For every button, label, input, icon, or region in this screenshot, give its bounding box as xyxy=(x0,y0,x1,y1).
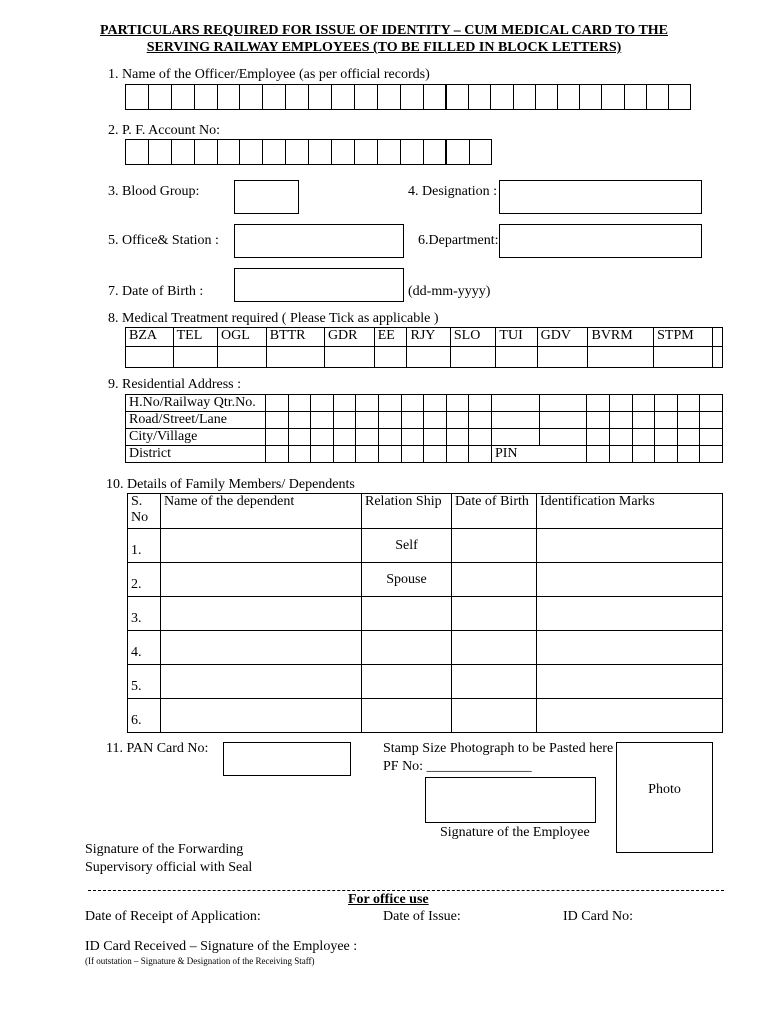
q2-label: 2. P. F. Account No: xyxy=(108,123,221,138)
char-box[interactable] xyxy=(285,84,309,110)
address-char-box[interactable] xyxy=(378,429,401,446)
row-marks-cell[interactable] xyxy=(537,665,723,699)
address-char-box[interactable] xyxy=(356,446,379,463)
division-tick-cell[interactable] xyxy=(588,347,654,368)
address-char-box[interactable] xyxy=(333,429,356,446)
char-box[interactable] xyxy=(446,139,470,165)
division-label: TUI xyxy=(496,328,537,347)
char-box[interactable] xyxy=(331,139,355,165)
stamp-instruction: Stamp Size Photograph to be Pasted here xyxy=(383,741,614,756)
row-marks-cell[interactable] xyxy=(537,563,723,597)
name-char-boxes-2[interactable] xyxy=(446,84,690,110)
row-sno: 2. xyxy=(128,563,161,597)
char-box[interactable] xyxy=(354,84,378,110)
char-box[interactable] xyxy=(217,84,241,110)
address-char-box[interactable] xyxy=(356,429,379,446)
office-station-field[interactable] xyxy=(234,224,404,258)
char-box[interactable] xyxy=(400,139,424,165)
address-row-label: Road/Street/Lane xyxy=(126,412,266,429)
designation-field[interactable] xyxy=(499,180,702,214)
row-dob-cell[interactable] xyxy=(452,631,537,665)
address-char-box[interactable] xyxy=(446,446,469,463)
address-char-box[interactable] xyxy=(632,395,655,412)
char-box[interactable] xyxy=(446,84,469,110)
address-char-box[interactable] xyxy=(288,429,311,446)
char-box[interactable] xyxy=(125,139,149,165)
char-box[interactable] xyxy=(308,139,332,165)
address-char-box[interactable] xyxy=(266,446,289,463)
address-row-label: City/Village xyxy=(126,429,266,446)
pin-char-box[interactable] xyxy=(587,446,610,463)
family-row xyxy=(128,699,723,733)
address-char-box[interactable] xyxy=(469,395,492,412)
cut-line xyxy=(88,890,724,891)
pf-char-boxes[interactable] xyxy=(125,139,445,165)
division-tick-cell[interactable] xyxy=(496,347,537,368)
pin-char-box[interactable] xyxy=(677,446,700,463)
address-char-box[interactable] xyxy=(700,429,723,446)
employee-signature-label: Signature of the Employee xyxy=(440,825,590,840)
q6-label: 6.Department: xyxy=(418,233,499,248)
address-char-box[interactable] xyxy=(311,412,334,429)
address-char-box[interactable] xyxy=(469,412,492,429)
address-char-box[interactable] xyxy=(609,412,632,429)
division-tick-cell[interactable] xyxy=(537,347,588,368)
char-box[interactable] xyxy=(423,139,447,165)
address-char-box[interactable] xyxy=(469,446,492,463)
q5-label: 5. Office& Station : xyxy=(108,233,219,248)
char-box[interactable] xyxy=(148,139,172,165)
address-char-box[interactable] xyxy=(311,429,334,446)
dob-format-hint: (dd-mm-yyyy) xyxy=(408,284,491,299)
division-spare xyxy=(713,328,723,347)
division-label: GDR xyxy=(324,328,374,347)
address-char-box[interactable] xyxy=(677,429,700,446)
address-char-box[interactable] xyxy=(288,395,311,412)
address-char-box[interactable] xyxy=(424,446,447,463)
address-char-box[interactable] xyxy=(609,395,632,412)
row-relation[interactable] xyxy=(362,597,452,631)
pin-char-box[interactable] xyxy=(632,446,655,463)
address-char-box[interactable] xyxy=(378,412,401,429)
family-row xyxy=(128,597,723,631)
pf-char-boxes-2[interactable] xyxy=(446,139,491,165)
address-char-box[interactable] xyxy=(539,429,587,446)
division-tick-cell[interactable] xyxy=(126,347,174,368)
address-char-box[interactable] xyxy=(401,446,424,463)
char-box[interactable] xyxy=(668,84,691,110)
division-tick-cell[interactable] xyxy=(407,347,450,368)
q4-label: 4. Designation : xyxy=(408,184,498,199)
header-sno: S. No xyxy=(128,494,161,529)
division-label: BTTR xyxy=(266,328,324,347)
address-char-box[interactable] xyxy=(446,412,469,429)
char-box[interactable] xyxy=(400,84,424,110)
division-label: GDV xyxy=(537,328,588,347)
address-char-box[interactable] xyxy=(700,395,723,412)
address-char-box[interactable] xyxy=(401,395,424,412)
family-row xyxy=(128,529,723,563)
row-name-cell[interactable] xyxy=(161,631,362,665)
char-box[interactable] xyxy=(171,84,195,110)
char-box[interactable] xyxy=(285,139,309,165)
address-char-box[interactable] xyxy=(288,412,311,429)
family-row xyxy=(128,563,723,597)
row-dob-cell[interactable] xyxy=(452,529,537,563)
pin-char-box[interactable] xyxy=(700,446,723,463)
pan-field[interactable] xyxy=(223,742,351,776)
form-title-line2: SERVING RAILWAY EMPLOYEES (TO BE FILLED IN BLOCK LETTERS) xyxy=(146,40,622,55)
photo-label: Photo xyxy=(648,782,681,797)
pin-label: PIN xyxy=(491,446,586,463)
address-char-box[interactable] xyxy=(587,429,610,446)
char-box[interactable] xyxy=(239,139,263,165)
address-char-box[interactable] xyxy=(401,429,424,446)
char-box[interactable] xyxy=(148,84,172,110)
dob-field[interactable] xyxy=(234,268,404,302)
pf-no-line: PF No: _______________ xyxy=(383,759,532,774)
division-tick-cell[interactable] xyxy=(218,347,267,368)
char-box[interactable] xyxy=(125,84,149,110)
row-relation[interactable] xyxy=(362,699,452,733)
q11-label: 11. PAN Card No: xyxy=(106,741,209,756)
char-box[interactable] xyxy=(601,84,624,110)
address-char-box[interactable] xyxy=(609,429,632,446)
division-label: SLO xyxy=(450,328,496,347)
header-relation: Relation Ship xyxy=(362,494,452,529)
address-char-box[interactable] xyxy=(424,412,447,429)
char-box[interactable] xyxy=(331,84,355,110)
division-label: EE xyxy=(374,328,407,347)
char-box[interactable] xyxy=(490,84,513,110)
address-char-box[interactable] xyxy=(266,412,289,429)
row-sno: 1. xyxy=(128,529,161,563)
header-marks: Identification Marks xyxy=(537,494,723,529)
address-char-box[interactable] xyxy=(424,395,447,412)
row-sno: 6. xyxy=(128,699,161,733)
char-box[interactable] xyxy=(646,84,669,110)
blood-group-field[interactable] xyxy=(234,180,299,214)
address-row-label: District xyxy=(126,446,266,463)
division-tick-cell[interactable] xyxy=(654,347,713,368)
char-box[interactable] xyxy=(171,139,195,165)
address-char-box[interactable] xyxy=(632,412,655,429)
row-sno: 5. xyxy=(128,665,161,699)
char-box[interactable] xyxy=(262,84,286,110)
row-marks-cell[interactable] xyxy=(537,699,723,733)
q8-label: 8. Medical Treatment required ( Please Tick as applicable ) xyxy=(108,311,439,326)
pin-char-box[interactable] xyxy=(655,446,678,463)
char-box[interactable] xyxy=(535,84,558,110)
address-row xyxy=(126,395,723,412)
address-char-box[interactable] xyxy=(266,429,289,446)
issue-date-label: Date of Issue: xyxy=(383,909,461,924)
address-char-box[interactable] xyxy=(266,395,289,412)
address-char-box[interactable] xyxy=(424,429,447,446)
forwarding-line1: Signature of the Forwarding xyxy=(85,842,244,857)
char-box[interactable] xyxy=(262,139,286,165)
receipt-date-label: Date of Receipt of Application: xyxy=(85,909,261,924)
char-box[interactable] xyxy=(308,84,332,110)
division-label: STPM xyxy=(654,328,713,347)
family-table xyxy=(127,493,723,733)
address-row xyxy=(126,429,723,446)
header-dob: Date of Birth xyxy=(452,494,537,529)
outstation-note: (If outstation – Signature & Designation of the Receiving Staff) xyxy=(85,956,315,966)
pin-char-box[interactable] xyxy=(609,446,632,463)
family-header-row xyxy=(128,494,723,529)
char-box[interactable] xyxy=(377,84,401,110)
char-box[interactable] xyxy=(579,84,602,110)
char-box[interactable] xyxy=(513,84,536,110)
division-label: TEL xyxy=(173,328,217,347)
row-dob-cell[interactable] xyxy=(452,597,537,631)
row-dob-cell[interactable] xyxy=(452,665,537,699)
q10-label: 10. Details of Family Members/ Dependents xyxy=(106,477,355,492)
family-row xyxy=(128,631,723,665)
char-box[interactable] xyxy=(217,139,241,165)
address-row xyxy=(126,446,723,463)
forwarding-line2: Supervisory official with Seal xyxy=(85,860,253,875)
address-char-box[interactable] xyxy=(491,395,539,412)
address-char-box[interactable] xyxy=(333,395,356,412)
row-relation[interactable] xyxy=(362,665,452,699)
address-char-box[interactable] xyxy=(491,412,539,429)
q7-label: 7. Date of Birth : xyxy=(108,284,204,299)
char-box[interactable] xyxy=(239,84,263,110)
division-label: BZA xyxy=(126,328,174,347)
address-char-box[interactable] xyxy=(700,412,723,429)
char-box[interactable] xyxy=(624,84,647,110)
address-char-box[interactable] xyxy=(446,429,469,446)
row-name-cell[interactable] xyxy=(161,699,362,733)
photo-box[interactable] xyxy=(616,742,713,853)
row-dob-cell[interactable] xyxy=(452,699,537,733)
row-sno: 3. xyxy=(128,597,161,631)
address-char-box[interactable] xyxy=(311,446,334,463)
address-char-box[interactable] xyxy=(378,446,401,463)
division-tick-cell[interactable] xyxy=(324,347,374,368)
char-box[interactable] xyxy=(194,139,218,165)
char-box[interactable] xyxy=(423,84,447,110)
address-char-box[interactable] xyxy=(401,412,424,429)
employee-signature-box[interactable] xyxy=(425,777,596,823)
form-title-line1: PARTICULARS REQUIRED FOR ISSUE OF IDENTITY – CUM MEDICAL CARD TO THE xyxy=(99,23,669,38)
address-table xyxy=(125,394,723,463)
row-name-cell[interactable] xyxy=(161,665,362,699)
address-char-box[interactable] xyxy=(539,412,587,429)
division-spare-tick[interactable] xyxy=(713,347,723,368)
address-char-box[interactable] xyxy=(333,446,356,463)
row-dob-cell[interactable] xyxy=(452,563,537,597)
address-row-label: H.No/Railway Qtr.No. xyxy=(126,395,266,412)
row-relation[interactable]: Self xyxy=(362,529,452,563)
address-char-box[interactable] xyxy=(446,395,469,412)
department-field[interactable] xyxy=(499,224,702,258)
address-char-box[interactable] xyxy=(378,395,401,412)
address-char-box[interactable] xyxy=(677,412,700,429)
row-relation[interactable] xyxy=(362,631,452,665)
address-char-box[interactable] xyxy=(288,446,311,463)
char-box[interactable] xyxy=(557,84,580,110)
char-box[interactable] xyxy=(377,139,401,165)
address-char-box[interactable] xyxy=(311,395,334,412)
medical-division-table xyxy=(125,327,723,368)
header-name: Name of the dependent xyxy=(161,494,362,529)
card-received-label: ID Card Received – Signature of the Employee : xyxy=(85,939,358,954)
row-name-cell[interactable] xyxy=(161,529,362,563)
q1-label: 1. Name of the Officer/Employee (as per official records) xyxy=(108,67,430,82)
division-tick-cell[interactable] xyxy=(173,347,217,368)
row-name-cell[interactable] xyxy=(161,563,362,597)
card-no-label: ID Card No: xyxy=(563,909,633,924)
char-box[interactable] xyxy=(354,139,378,165)
address-char-box[interactable] xyxy=(491,429,539,446)
address-char-box[interactable] xyxy=(587,395,610,412)
address-char-box[interactable] xyxy=(655,429,678,446)
row-relation[interactable]: Spouse xyxy=(362,563,452,597)
char-box[interactable] xyxy=(468,84,491,110)
division-tick-cell[interactable] xyxy=(266,347,324,368)
char-box[interactable] xyxy=(469,139,493,165)
address-char-box[interactable] xyxy=(539,395,587,412)
division-label: OGL xyxy=(218,328,267,347)
division-label: RJY xyxy=(407,328,450,347)
office-use-heading: For office use xyxy=(348,892,429,907)
name-char-boxes[interactable] xyxy=(125,84,445,110)
family-row xyxy=(128,665,723,699)
address-char-box[interactable] xyxy=(587,412,610,429)
row-name-cell[interactable] xyxy=(161,597,362,631)
division-tick-cell[interactable] xyxy=(374,347,407,368)
address-char-box[interactable] xyxy=(655,412,678,429)
address-char-box[interactable] xyxy=(469,429,492,446)
address-char-box[interactable] xyxy=(677,395,700,412)
address-row xyxy=(126,412,723,429)
address-char-box[interactable] xyxy=(356,412,379,429)
address-char-box[interactable] xyxy=(632,429,655,446)
row-sno: 4. xyxy=(128,631,161,665)
char-box[interactable] xyxy=(194,84,218,110)
address-char-box[interactable] xyxy=(333,412,356,429)
q9-label: 9. Residential Address : xyxy=(108,377,241,392)
division-label: BVRM xyxy=(588,328,654,347)
row-marks-cell[interactable] xyxy=(537,597,723,631)
address-char-box[interactable] xyxy=(655,395,678,412)
q3-label: 3. Blood Group: xyxy=(108,184,200,199)
division-tick-cell[interactable] xyxy=(450,347,496,368)
row-marks-cell[interactable] xyxy=(537,631,723,665)
address-char-box[interactable] xyxy=(356,395,379,412)
row-marks-cell[interactable] xyxy=(537,529,723,563)
